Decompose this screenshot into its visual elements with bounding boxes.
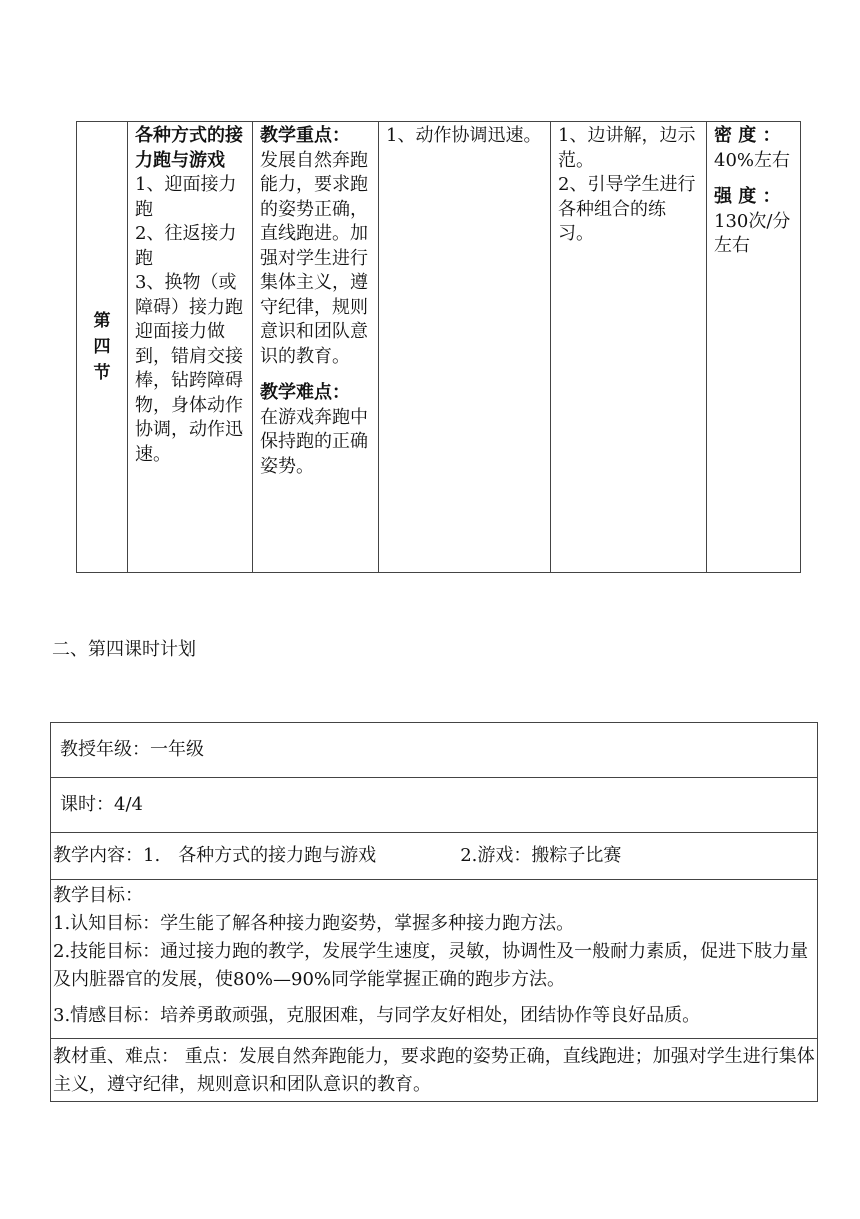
content-line: 1、迎面接力跑 xyxy=(135,174,237,220)
density-label: 密 度 ： xyxy=(714,125,781,146)
section-label-char: 四 xyxy=(93,337,111,357)
teaching-content-cell xyxy=(51,833,818,880)
content-line: 3、换物（或障碍）接力跑 xyxy=(135,272,243,318)
content-cell xyxy=(128,122,253,573)
content-line: 迎面接力做到，错肩交接棒，钻跨障碍物，身体动作协调，动作迅速。 xyxy=(135,321,243,465)
teaching-content-item: 各种方式的接力跑与游戏 xyxy=(178,845,377,866)
objective-item: 1.认知目标：学生能了解各种接力跑姿势，掌握多种接力跑方法。 xyxy=(53,913,575,934)
objectives-cell xyxy=(51,880,818,1039)
key-point-label: 教学重点： xyxy=(260,125,350,146)
grade-cell: 教授年级：一年级 xyxy=(51,723,818,778)
objectives-label: 教学目标： xyxy=(53,885,143,906)
lesson-table xyxy=(76,121,801,573)
density-value: 40%左右 xyxy=(714,149,791,171)
difficulty-text: 在游戏奔跑中保持跑的正确姿势。 xyxy=(260,406,368,477)
teaching-content-label: 教学内容：1. xyxy=(53,845,161,866)
period-cell: 课时：4/4 xyxy=(51,778,818,833)
method-line: 1、边讲解，边示范。 xyxy=(558,125,696,171)
objective-item: 3.情感目标：培养勇敢顽强，克服困难，与同学友好相处，团结协作等良好品质。 xyxy=(53,1005,701,1026)
requirement-text: 1、动作协调迅速。 xyxy=(386,125,542,146)
key-point-text: 发展自然奔跑能力，要求跑的姿势正确，直线跑进。加强对学生进行集体主义，遵守纪律，规则意识和团队意识的教育。 xyxy=(260,149,368,367)
section-label-char: 第 xyxy=(93,311,111,331)
content-line: 2、往返接力跑 xyxy=(135,223,237,269)
keypoints-cell: 教材重、难点： 重点：发展自然奔跑能力，要求跑的姿势正确，直线跑进；加强对学生进行集体主义，遵守纪律，规则意识和团队意识的教育。 xyxy=(51,1039,818,1102)
section-heading: 二、第四课时计划 xyxy=(52,639,196,660)
teaching-content-item: 2.游戏：搬粽子比赛 xyxy=(460,845,622,866)
difficulty-label: 教学难点： xyxy=(260,382,350,403)
section-label-cell xyxy=(77,122,128,573)
content-title: 各种方式的接力跑与游戏 xyxy=(135,125,243,171)
load-cell xyxy=(707,122,801,573)
plan-table xyxy=(50,722,818,1102)
method-cell xyxy=(551,122,707,573)
section-label-char: 节 xyxy=(93,363,111,383)
intensity-value: 130次/分左右 xyxy=(714,210,791,256)
method-line: 2、引导学生进行各种组合的练习。 xyxy=(558,174,696,244)
intensity-label: 强 度 ： xyxy=(714,186,781,207)
focus-cell xyxy=(253,122,379,573)
objective-item: 2.技能目标：通过接力跑的教学，发展学生速度，灵敏，协调性及一般耐力素质，促进下肢力量及内脏器官的发展，使80%—90%同学能掌握正确的跑步方法。 xyxy=(53,941,809,990)
requirement-cell xyxy=(379,122,551,573)
